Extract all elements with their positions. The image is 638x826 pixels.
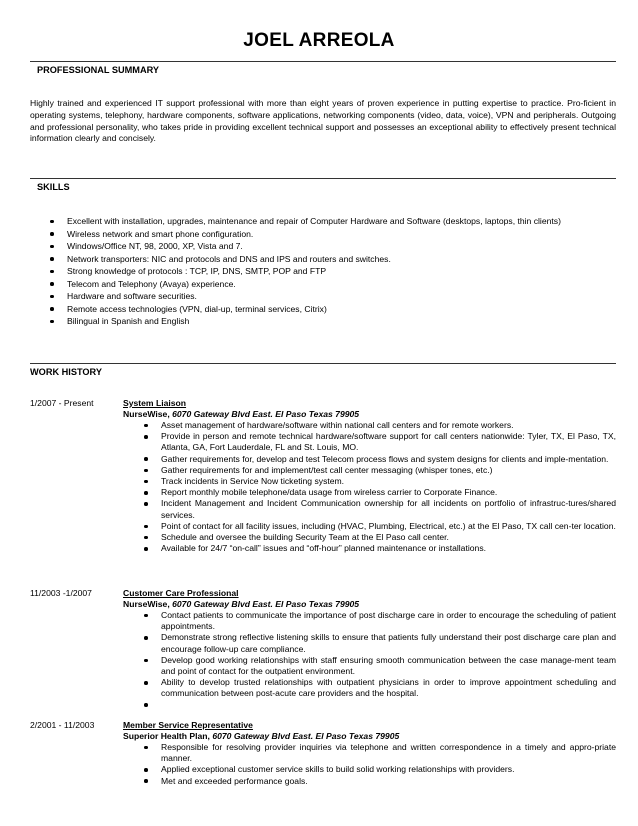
job-details (123, 720, 616, 787)
section-heading-skills (30, 178, 616, 192)
skill-item: Hardware and software securities. (30, 290, 616, 303)
employer-name: NurseWise, (123, 599, 170, 609)
job-title: Member Service Representative (123, 720, 253, 730)
section-heading-summary (30, 61, 616, 75)
duty-item: Point of contact for all facility issues, including (HVAC, Plumbing, Electrical, etc.) at the El Paso, TX call cen-ter location. (123, 521, 616, 532)
employer-name: NurseWise, (123, 409, 170, 419)
section-heading-work (30, 363, 616, 377)
skill-item: Wireless network and smart phone configuration. (30, 228, 616, 241)
job-employer (123, 731, 616, 742)
duty-item: Develop good working relationships with staff ensuring smooth communication between the case manage-ment team and point of contact for the outpatient environment. (123, 655, 616, 677)
job-title: System Liaison (123, 398, 187, 408)
duty-item: Gather requirements for and implement/test call center messaging (whisper tones, etc.) (123, 465, 616, 476)
job-title: Customer Care Professional (123, 588, 239, 598)
duty-list (123, 742, 616, 787)
skill-item: Strong knowledge of protocols : TCP, IP, DNS, SMTP, POP and FTP (30, 265, 616, 278)
employer-address: 6070 Gateway Blvd East. El Paso Texas 79905 (172, 409, 360, 419)
duty-item: Demonstrate strong reflective listening skills to ensure that patients fully understand their post discharge care plan and encourage follow-up care compliance. (123, 632, 616, 654)
job-dates: 11/2003 -1/2007 (30, 588, 92, 598)
skill-item: Excellent with installation, upgrades, maintenance and repair of Computer Hardware and Software (desktops, laptops, thin clients) (30, 215, 616, 228)
summary-paragraph: Highly trained and experienced IT support professional with more than eight years of proven experience in putting expertise to practice. Pro-ficient in operating systems, telephony, hardware components, software applications, networking components (video, data, voice), VPN and peripherals. Outgoing and professional personality, who takes pride in providing excellent technical support and possesses an exceptional ability to effectively present technical information clearly and concisely. (30, 98, 616, 144)
duty-item: Asset management of hardware/software within national call centers and for remote workers. (123, 420, 616, 431)
duty-item: Provide in person and remote technical hardware/software support for call centers nationwide: Tyler, TX, El Paso, TX, Atlanta, GA, Fort Lauderdale, FL and St. Louis, MO. (123, 431, 616, 453)
candidate-name: JOEL ARREOLA (243, 30, 395, 51)
duty-list (123, 420, 616, 554)
job-details (123, 588, 616, 711)
skill-item: Network transporters: NIC and protocols and DNS and IPS and routers and switches. (30, 253, 616, 266)
duty-item: Report monthly mobile telephone/data usage from wireless carrier to Corporate Finance. (123, 487, 616, 498)
skill-item: Telecom and Telephony (Avaya) experience. (30, 278, 616, 291)
section-heading-label: SKILLS (37, 182, 70, 192)
duty-item: Ability to develop trusted relationships with outpatient physicians in order to improve appointment scheduling and communication between post-acute care providers and the hospital. (123, 677, 616, 699)
job-details (123, 398, 616, 554)
employer-address: 6070 Gateway Blvd East. El Paso Texas 79905 (212, 731, 400, 741)
skill-item: Remote access technologies (VPN, dial-up, terminal services, Citrix) (30, 303, 616, 316)
duty-item: Met and exceeded performance goals. (123, 776, 616, 787)
duty-item: Track incidents in Service Now ticketing system. (123, 476, 616, 487)
duty-item: Incident Management and Incident Communication ownership for all incidents on portfolio of infrastruc-tures/shared services. (123, 498, 616, 520)
duty-item: Contact patients to communicate the importance of post discharge care in order to encourage the scheduling of patient appointments. (123, 610, 616, 632)
section-heading-label: PROFESSIONAL SUMMARY (37, 65, 159, 75)
section-heading-label: WORK HISTORY (30, 367, 102, 377)
duty-item: Applied exceptional customer service skills to build solid working relationships with providers. (123, 764, 616, 775)
job-dates: 1/2007 - Present (30, 398, 94, 408)
skills-list (30, 215, 616, 328)
job-employer (123, 599, 616, 610)
skill-item: Bilingual in Spanish and English (30, 315, 616, 328)
employer-name: Superior Health Plan, (123, 731, 210, 741)
employer-address: 6070 Gateway Blvd East. El Paso Texas 79905 (172, 599, 360, 609)
duty-item: Gather requirements for, develop and test Telecom process flows and system designs for clients and imple-mentation. (123, 454, 616, 465)
duty-item-empty (123, 700, 616, 711)
job-dates: 2/2001 - 11/2003 (30, 720, 95, 730)
duty-item: Available for 24/7 “on-call” issues and “off-hour” planned maintenance or installations. (123, 543, 616, 554)
duty-list (123, 610, 616, 711)
skill-item: Windows/Office NT, 98, 2000, XP, Vista and 7. (30, 240, 616, 253)
job-employer (123, 409, 616, 420)
duty-item: Responsible for resolving provider inquiries via telephone and written correspondence in a timely and appro-priate manner. (123, 742, 616, 764)
duty-item: Schedule and oversee the building Security Team at the El Paso call center. (123, 532, 616, 543)
